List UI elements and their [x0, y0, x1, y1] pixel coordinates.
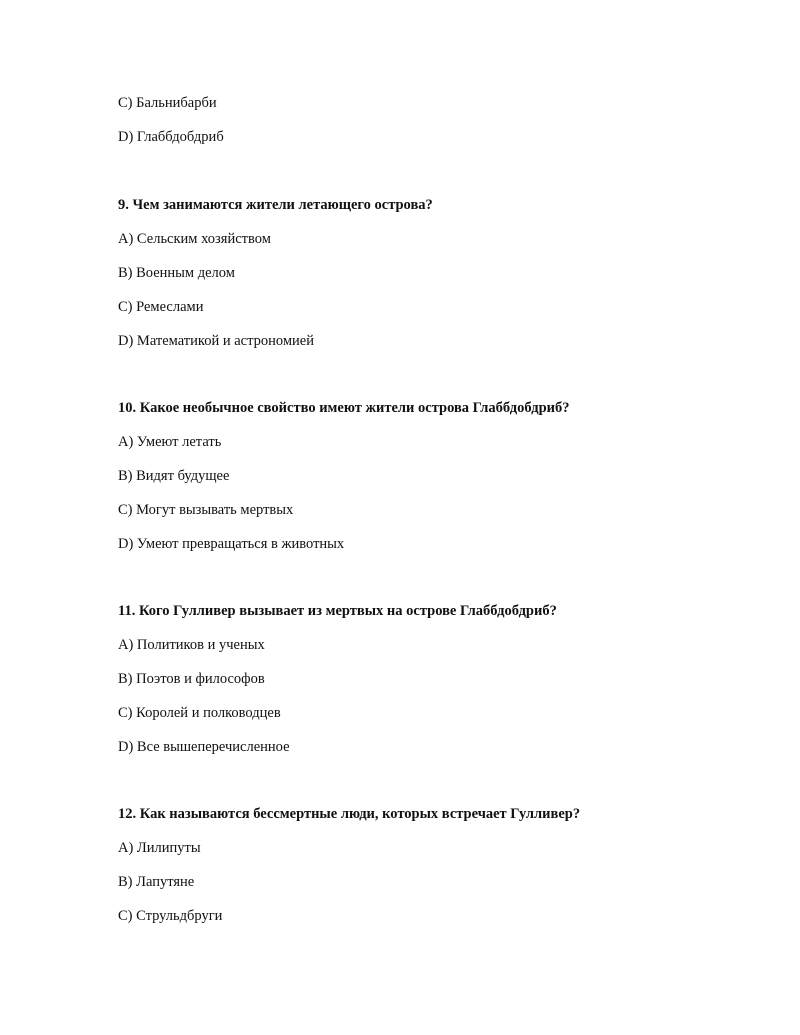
answer-option: C) Могут вызывать мертвых: [118, 502, 294, 518]
answer-option: B) Поэтов и философов: [118, 671, 265, 687]
answer-option: A) Сельским хозяйством: [118, 231, 271, 247]
question-9-text: 9. Чем занимаются жители летающего острова?: [118, 197, 433, 213]
answer-option: D) Все вышеперечисленное: [118, 739, 290, 755]
answer-option: C) Бальнибарби: [118, 95, 217, 111]
answer-option: B) Видят будущее: [118, 468, 230, 484]
answer-option: C) Ремеслами: [118, 299, 204, 315]
question-11-text: 11. Кого Гулливер вызывает из мертвых на острове Глаббдобдриб?: [118, 603, 557, 619]
answer-option: A) Политиков и ученых: [118, 637, 265, 653]
answer-option: B) Военным делом: [118, 265, 235, 281]
question-12-text: 12. Как называются бессмертные люди, которых встречает Гулливер?: [118, 806, 581, 822]
answer-option: C) Струльдбруги: [118, 908, 223, 924]
question-10-text: 10. Какое необычное свойство имеют жители острова Глаббдобдриб?: [118, 400, 570, 416]
answer-option: A) Умеют летать: [118, 434, 222, 450]
answer-option: C) Королей и полководцев: [118, 705, 281, 721]
answer-option: B) Лапутяне: [118, 874, 195, 890]
answer-option: D) Умеют превращаться в животных: [118, 536, 345, 552]
answer-option: D) Математикой и астрономией: [118, 333, 314, 349]
answer-option: A) Лилипуты: [118, 840, 201, 856]
answer-option: D) Глаббдобдриб: [118, 129, 224, 145]
